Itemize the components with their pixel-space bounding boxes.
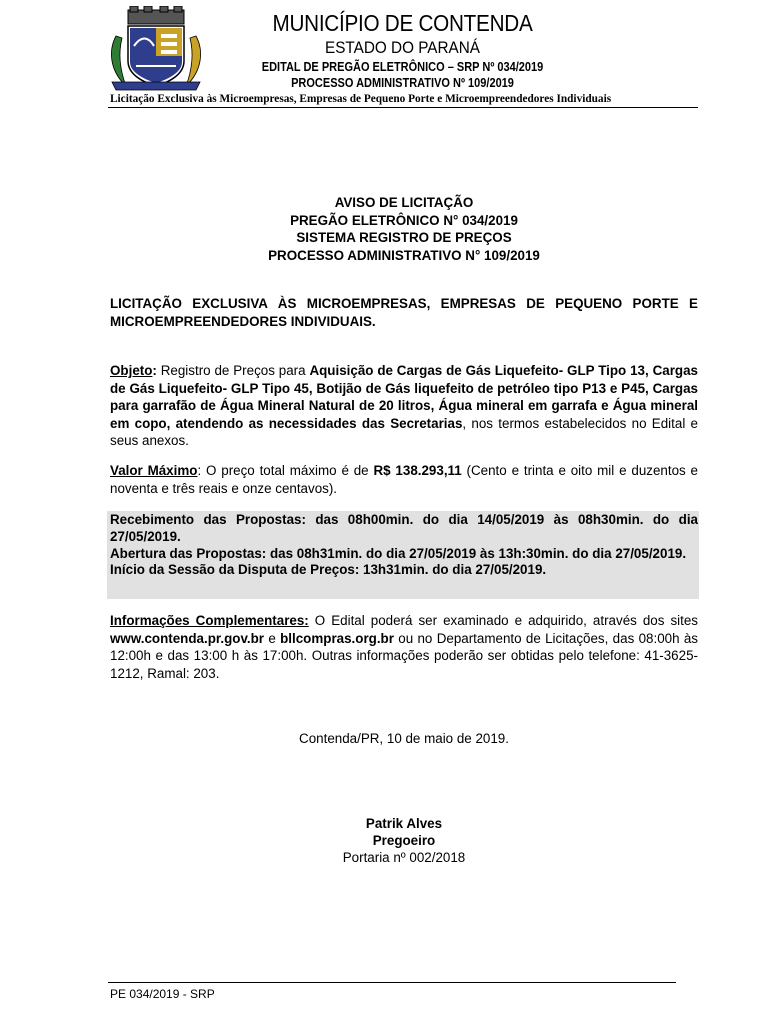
valor-paragraph [110, 462, 698, 497]
valor-label: Valor Máximo [110, 463, 198, 478]
pregao-number: PREGÃO ELETRÔNICO N° 034/2019 [290, 212, 518, 228]
objeto-colon: : [152, 363, 157, 378]
site-link-bll[interactable]: bllcompras.org.br [280, 630, 394, 646]
place-date: Contenda/PR, 10 de maio de 2019. [299, 731, 509, 746]
info-paragraph [110, 612, 698, 682]
objeto-paragraph [110, 362, 698, 450]
objeto-description: Aquisição de Cargas de Gás Liquefeito- GLP Tipo 13, Cargas de Gás Liquefeito- GLP Tipo 45, Botijão de Gás liquefeito de petróleo tipo P13 e P45, Cargas para garrafão de Água Mineral Natural de 20 litros, Água mineral em garrafa e Água mineral em copo, atendendo as necessidades das Secretarias [110, 363, 698, 431]
exclusivity-notice: LICITAÇÃO EXCLUSIVA ÀS MICROEMPRESAS, EMPRESAS DE PEQUENO PORTE E MICROEMPREENDEDORES INDIVIDUAIS. [110, 296, 698, 329]
signer-portaria: Portaria nº 002/2018 [342, 850, 466, 865]
date-abertura: Abertura das Propostas: das 08h31min. do dia 27/05/2019 às 13h:30min. do dia 27/05/2019. [110, 545, 687, 561]
process-administrative: PROCESSO ADMINISTRATIVO N° 109/2019 [268, 247, 540, 263]
valor-amount: R$ 138.293,11 [373, 463, 462, 478]
notice-title-block [110, 194, 698, 264]
info-label: Informações Complementares: [110, 613, 309, 628]
edital-number: EDITAL DE PREGÃO ELETRÔNICO – SRP Nº 034/2019 [261, 60, 544, 74]
info-text-1: O Edital poderá ser examinado e adquirido, através dos sites [308, 613, 699, 628]
municipality-name: MUNICÍPIO DE CONTENDA [272, 10, 533, 36]
header-exclusivity-note: Licitação Exclusiva às Microempresas, Empresas de Pequeno Porte e Microempreendedores Individuais [110, 93, 612, 105]
signer-name: Patrik Alves [365, 816, 443, 831]
registration-system: SISTEMA REGISTRO DE PREÇOS [296, 230, 512, 245]
objeto-tail: , nos termos estabelecidos no Edital e seus anexos. [110, 415, 699, 449]
state-name: ESTADO DO PARANÁ [324, 38, 480, 57]
date-recebimento: Recebimento das Propostas: das 08h00min. do dia 14/05/2019 às 08h30min. do dia 27/05/2019. [110, 512, 698, 544]
footer-divider [108, 982, 676, 983]
footer-reference: PE 034/2019 - SRP [110, 987, 215, 1001]
site-link-contenda[interactable]: www.contenda.pr.gov.br [110, 630, 265, 646]
info-text-2: e [264, 630, 281, 646]
signer-role: Pregoeiro [372, 833, 436, 848]
dates-block [110, 512, 698, 579]
notice-title: AVISO DE LICITAÇÃO [334, 195, 474, 210]
objeto-label: Objeto [110, 363, 153, 378]
municipal-crest-icon [106, 6, 206, 94]
objeto-intro: Registro de Preços para [156, 363, 310, 378]
info-text-3: ou no Departamento de Licitações, das 08:00h às 12:00h e das 13:00 h às 17:00h. Outras informações poderão ser obtidas pelo telefone: 41-3625-1212, Ramal: 203. [110, 630, 698, 681]
date-inicio: Início da Sessão da Disputa de Preços: 13h31min. do dia 27/05/2019. [110, 562, 547, 578]
valor-intro: : O preço total máximo é de [197, 463, 374, 478]
valor-tail: (Cento e trinta e oito mil e duzentos e noventa e três reais e onze centavos). [110, 463, 699, 496]
header-divider [108, 107, 698, 108]
signature-block [110, 815, 698, 866]
process-number: PROCESSO ADMINISTRATIVO Nº 109/2019 [291, 76, 514, 90]
